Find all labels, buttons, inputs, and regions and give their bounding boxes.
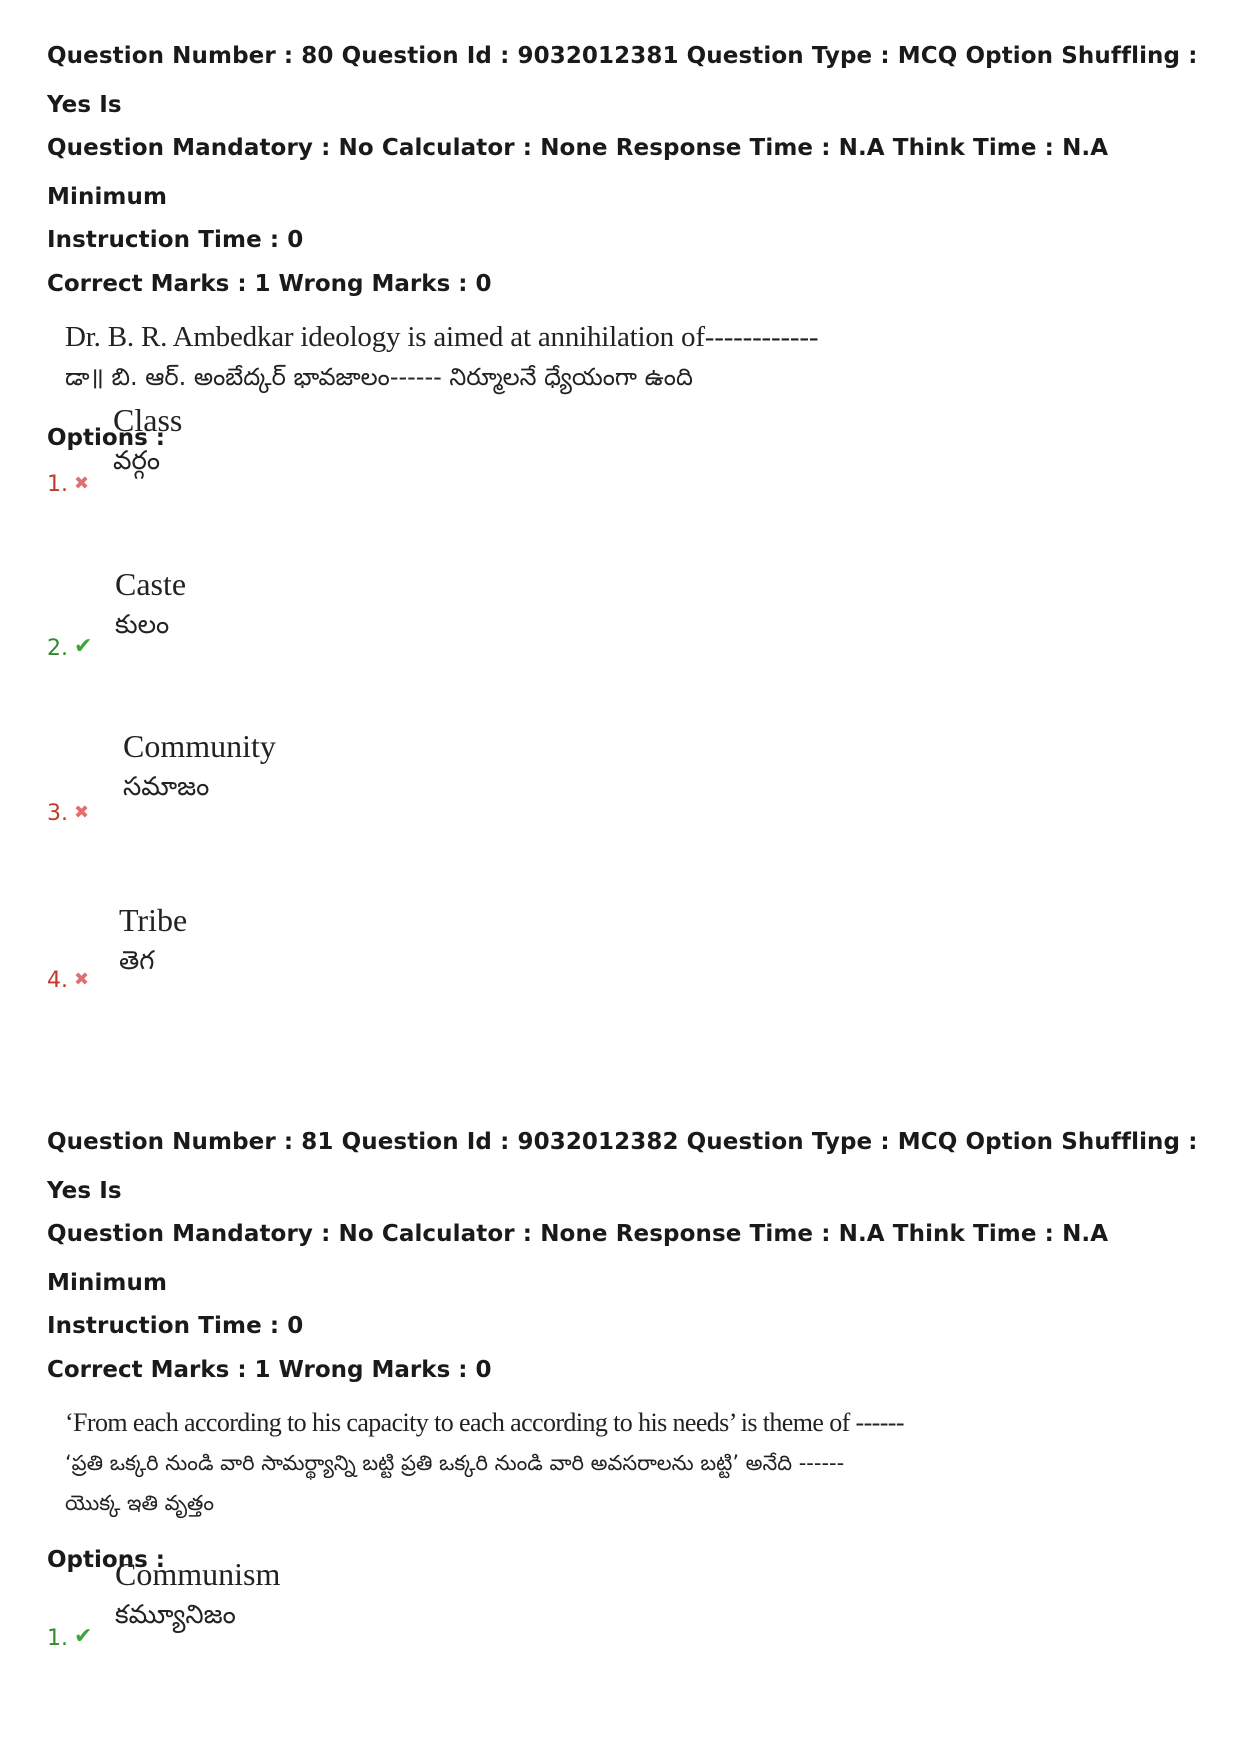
cross-icon: ✖ <box>74 473 90 494</box>
question-meta-line2: Question Mandatory : No Calculator : None Response Time : N.A Think Time : N.A Minimum <box>47 135 1109 210</box>
option-3 <box>47 726 647 826</box>
check-icon: ✔ <box>74 634 93 659</box>
question-meta-line3: Instruction Time : 0 <box>47 1313 304 1339</box>
question-marks: Correct Marks : 1 Wrong Marks : 0 <box>47 271 492 297</box>
question-text-english: Dr. B. R. Ambedkar ideology is aimed at annihilation of------------ <box>65 321 819 353</box>
option-number: 1. ✖ <box>47 472 90 497</box>
option-text-english: Tribe <box>119 902 188 938</box>
question-text-telugu: డా॥ బి. ఆర్. అంబేద్కర్ భావజాలం------ నిర్మూలనే ధ్యేయంగా ఉంది <box>65 363 693 391</box>
option-number: 3. ✖ <box>47 801 90 826</box>
option-1 <box>47 400 647 500</box>
option-text-telugu: కమ్యూనిజం <box>115 1600 236 1630</box>
option-number: 1. ✔ <box>47 1624 93 1651</box>
question-text <box>65 317 1207 397</box>
option-text <box>119 900 187 982</box>
question-text-telugu: ‘ప్రతి ఒక్కరి నుండి వారి సామర్థ్యాన్ని బట్టి ప్రతి ఒక్కరి నుండి వారి అవసరాలను బట్టి’ అనేది ------ <box>65 1451 845 1475</box>
options-label: Options : <box>47 425 165 451</box>
options-label: Options : <box>47 1547 165 1573</box>
option-number: 4. ✖ <box>47 968 90 993</box>
option-text <box>115 564 186 646</box>
option-2 <box>47 564 647 664</box>
option-text-telugu: తెగ <box>119 946 155 976</box>
check-icon: ✔ <box>74 1624 93 1649</box>
question-block-81 <box>47 1118 1207 1575</box>
question-meta-line2: Question Mandatory : No Calculator : None Response Time : N.A Think Time : N.A Minimum <box>47 1221 1109 1296</box>
option-text-english: Communism <box>115 1556 281 1592</box>
option-text <box>123 726 276 808</box>
option-1 <box>47 1554 647 1654</box>
option-text-english: Community <box>123 728 276 764</box>
option-text-english: Class <box>113 402 183 438</box>
cross-icon: ✖ <box>74 969 90 990</box>
option-4 <box>47 900 647 1000</box>
option-text-telugu: కులం <box>115 610 170 640</box>
question-meta-line1: Question Number : 80 Question Id : 9032012381 Question Type : MCQ Option Shuffling : Yes Is <box>47 43 1198 118</box>
option-text-telugu: సమాజం <box>123 772 210 802</box>
question-block-80 <box>47 32 1207 453</box>
question-meta-line1: Question Number : 81 Question Id : 9032012382 Question Type : MCQ Option Shuffling : Yes Is <box>47 1129 1198 1204</box>
question-text <box>65 1403 1207 1523</box>
question-text-english: ‘From each according to his capacity to each according to his needs’ is theme of ------ <box>65 1408 904 1437</box>
question-text-telugu-line2: యొక్క ఇతి వృత్తం <box>65 1491 214 1515</box>
option-text <box>113 400 182 482</box>
option-text-telugu: వర్గం <box>113 446 161 476</box>
cross-icon: ✖ <box>74 802 90 823</box>
option-text <box>115 1554 280 1636</box>
question-meta-line3: Instruction Time : 0 <box>47 227 304 253</box>
question-marks: Correct Marks : 1 Wrong Marks : 0 <box>47 1357 492 1383</box>
option-text-english: Caste <box>115 566 187 602</box>
option-number: 2. ✔ <box>47 634 93 661</box>
